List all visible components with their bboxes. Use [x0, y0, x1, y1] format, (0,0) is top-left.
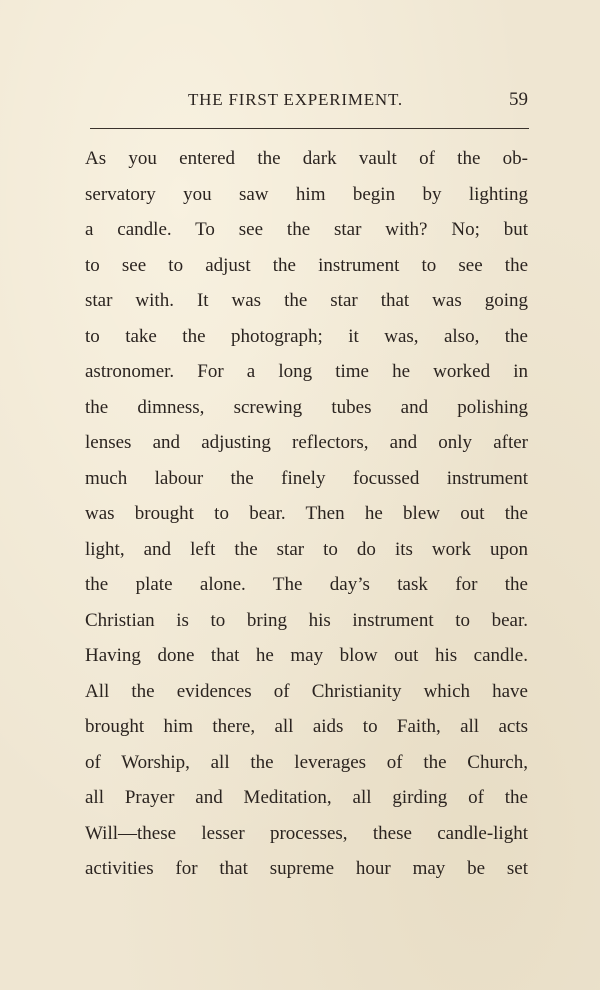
text-line: to see to adjust the instrument to see the: [85, 254, 528, 276]
text-line: star with. It was the star that was going: [85, 290, 528, 311]
text-line: servatory you saw him begin by lighting: [85, 183, 528, 205]
text-line: All the evidences of Christianity which have: [85, 680, 528, 702]
text-line: brought him there, all aids to Faith, all acts: [85, 716, 528, 737]
text-line: activities for that supreme hour may be set: [85, 858, 528, 879]
text-line: of Worship, all the leverages of the Church,: [85, 751, 528, 773]
text-line: Will—these lesser processes, these candle-light: [85, 822, 528, 844]
text-line: Having done that he may blow out his candle.: [85, 645, 528, 666]
text-line: to take the photograph; it was, also, the: [85, 325, 528, 347]
text-line: astronomer. For a long time he worked in: [85, 361, 528, 382]
running-title: THE FIRST EXPERIMENT.: [188, 90, 403, 109]
running-head: [85, 90, 530, 114]
text-line: Christian is to bring his instrument to bear.: [85, 609, 528, 631]
text-line: lenses and adjusting reflectors, and only after: [85, 432, 528, 453]
text-line: As you entered the dark vault of the ob-: [85, 148, 528, 169]
text-line: was brought to bear. Then he blew out the: [85, 503, 528, 524]
text-line: the plate alone. The day’s task for the: [85, 574, 528, 595]
header-rule: [90, 128, 529, 129]
body-text: [85, 141, 528, 887]
text-line: a candle. To see the star with? No; but: [85, 219, 528, 240]
page-number: 59: [509, 89, 528, 110]
text-line: light, and left the star to do its work upon: [85, 538, 528, 560]
text-line: the dimness, screwing tubes and polishing: [85, 396, 528, 418]
text-line: much labour the finely focussed instrument: [85, 467, 528, 489]
text-line: all Prayer and Meditation, all girding of the: [85, 787, 528, 808]
